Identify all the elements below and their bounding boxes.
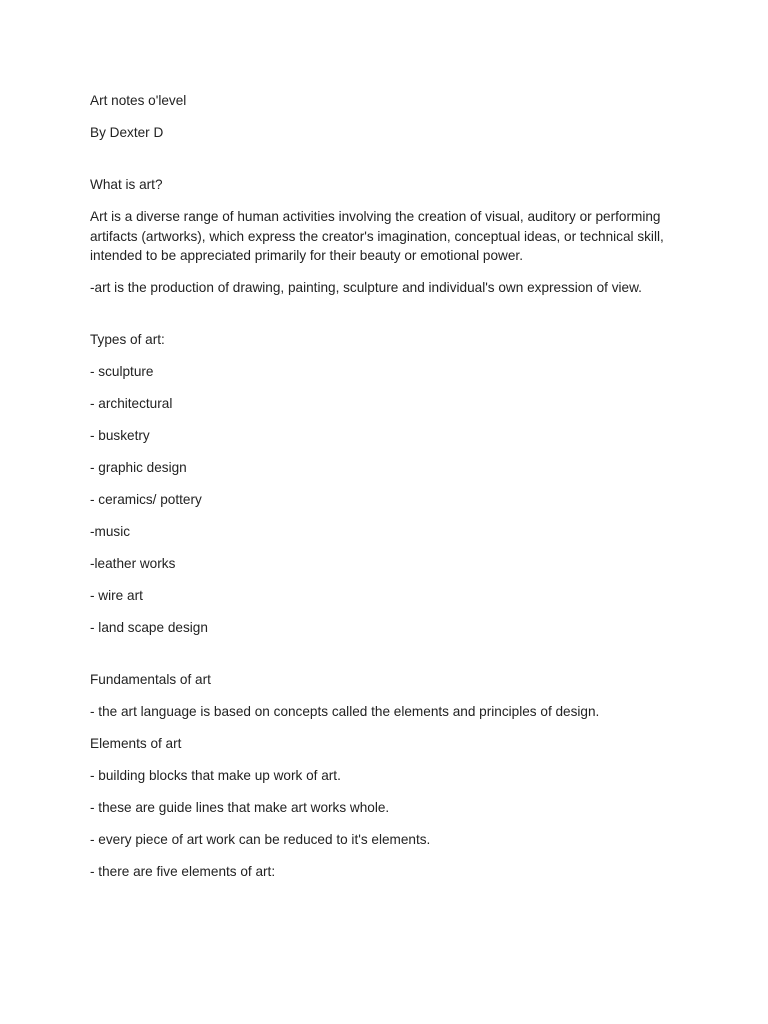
elements-heading: Elements of art [90,736,182,751]
type-item-ceramics: - ceramics/ pottery [90,492,202,507]
spacer [90,310,690,330]
elements-item: - every piece of art work can be reduced to it's elements. [90,832,431,847]
elements-item: - there are five elements of art: [90,864,276,879]
type-item-wire-art: - wire art [90,588,143,603]
elements-item: - building blocks that make up work of art. [90,768,341,783]
elements-item: - these are guide lines that make art works whole. [90,800,390,815]
document-author: By Dexter D [90,125,164,140]
type-item-leather-works: -leather works [90,556,176,571]
types-of-art-heading: Types of art: [90,332,165,347]
type-item-graphic-design: - graphic design [90,460,187,475]
type-item-music: -music [90,524,131,539]
spacer [90,155,690,175]
type-item-sculpture: - sculpture [90,364,154,379]
type-item-busketry: - busketry [90,428,150,443]
type-item-landscape-design: - land scape design [90,620,208,635]
document-title: Art notes o'level [90,93,187,108]
what-is-art-heading: What is art? [90,177,163,192]
type-item-architectural: - architectural [90,396,173,411]
fundamentals-heading: Fundamentals of art [90,672,211,687]
art-definition-paragraph: Art is a diverse range of human activities involving the creation of visual, auditory or performing artifacts (artworks), which express the creator's imagination, conceptual ideas, or technical skill, intended to be appreciated primarily for their beauty or emotional power. [90,209,664,263]
fundamentals-text: - the art language is based on concepts called the elements and principles of design. [90,704,600,719]
spacer [90,650,690,670]
document-page [90,91,690,894]
art-definition-secondary: -art is the production of drawing, painting, sculpture and individual's own expression of view. [90,280,642,295]
